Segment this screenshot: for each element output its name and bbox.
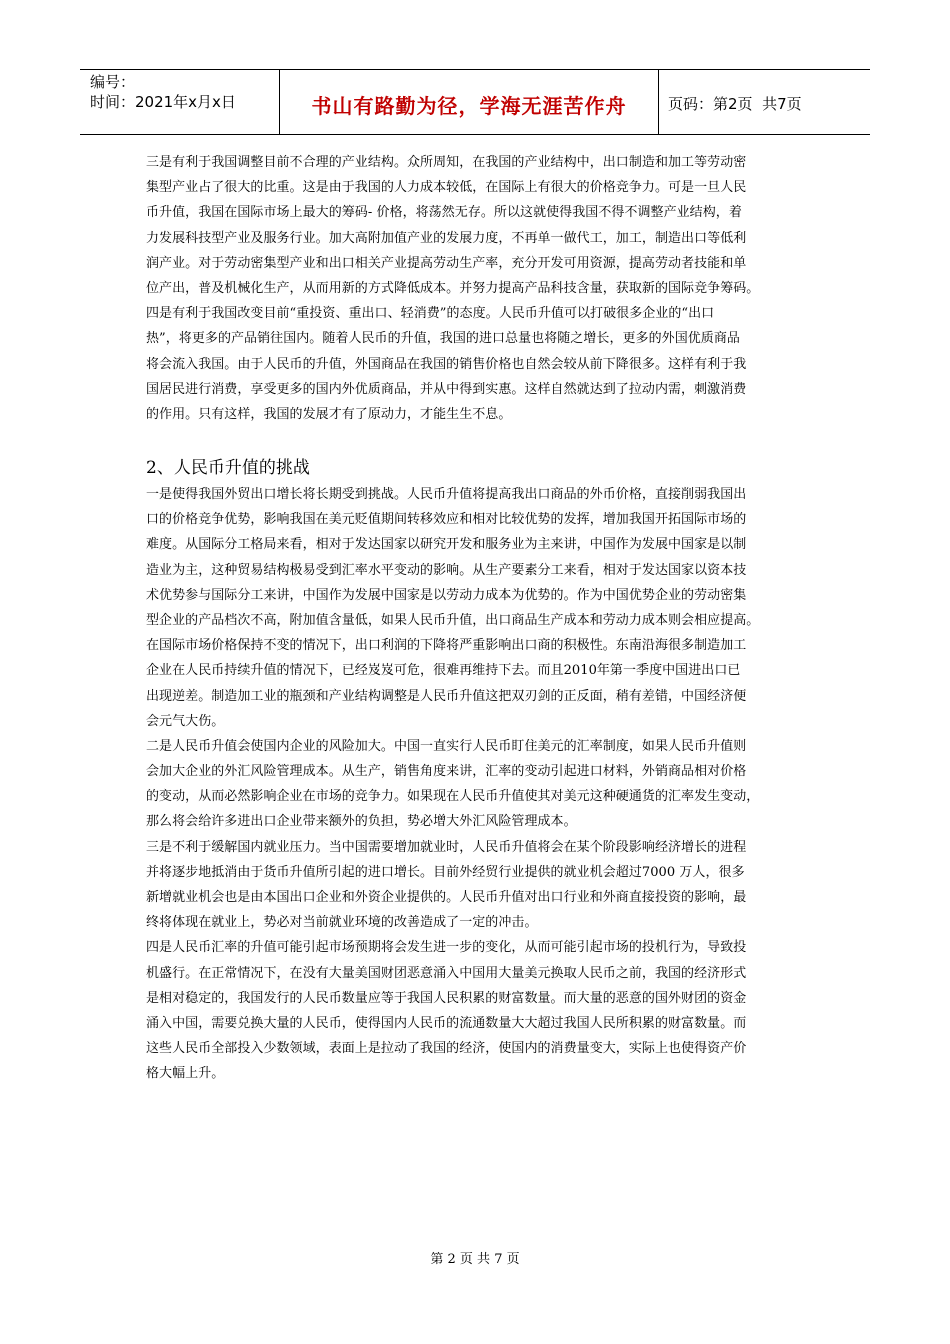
paragraph-line: 新增就业机会也是由本国出口企业和外资企业提供的。人民币升值对出口行业和外商直接投资的影响，最	[146, 890, 747, 905]
paragraph-line: 四是有利于我国改变目前“重投资、重出口、轻消费”的态度。人民币升值可以打破很多企业的“出口	[146, 306, 715, 322]
header-divider	[658, 70, 659, 134]
header-meta	[90, 72, 236, 112]
paragraph-line: 出现逆差。制造加工业的瓶颈和产业结构调整是人民币升值这把双刃剑的正反面，稍有差错，中国经济便	[146, 688, 747, 704]
paragraph-line: 位产出，普及机械化生产，从而用新的方式降低成本。并努力提高产品科技含量，获取新的国际竞争筹码。	[146, 280, 760, 296]
paragraph-line: 的作用。只有这样，我国的发展才有了原动力，才能生生不息。	[146, 406, 512, 422]
paragraph-line: 并将逐步地抵消由于货币升值所引起的进口增长。目前外经贸行业提供的就业机会超过7000 万人，很多	[146, 864, 745, 880]
paragraph-line: 国居民进行消费，享受更多的国内外优质商品，并从中得到实惠。这样自然就达到了拉动内需，刺激消费	[146, 381, 747, 397]
paragraph-line: 造业为主，这种贸易结构极易受到汇率水平变动的影响。从生产要素分工来看，相对于发达国家以资本技	[146, 562, 747, 578]
paragraph-line: 口的价格竞争优势，影响我国在美元贬值期间转移效应和相对比较优势的发挥，增加我国开拓国际市场的	[146, 512, 747, 528]
paragraph-line: 是相对稳定的，我国发行的人民币数量应等于我国人民积累的财富数量。而大量的恶意的国外财团的资金	[146, 990, 747, 1006]
page-footer: 第 2 页 共 7 页	[430, 1252, 520, 1267]
paragraph-line: 四是人民币汇率的升值可能引起市场预期将会发生进一步的变化，从而可能引起市场的投机行为，导致投	[146, 940, 747, 956]
paragraph-line: 一是使得我国外贸出口增长将长期受到挑战。人民币升值将提高我出口商品的外币价格，直接削弱我国出	[146, 487, 747, 502]
header-motto: 书山有路勤为径，学海无涯苦作舟	[311, 94, 627, 118]
paragraph-line: 格大幅上升。	[146, 1066, 225, 1082]
paragraph-line: 机盛行。在正常情况下，在没有大量美国财团恶意涌入中国用大量美元换取人民币之前，我国的经济形式	[146, 965, 747, 981]
section-heading: 2、人民币升值的挑战	[146, 458, 310, 478]
paragraph-line: 的变动，从而必然影响企业在市场的竞争力。如果现在人民币升值使其对美元这种硬通货的汇率发生变动，	[146, 789, 760, 805]
paragraph-line: 这些人民币全部投入少数领域，表面上是拉动了我国的经济，使国内的消费量变大，实际上也使得资产价	[146, 1041, 747, 1057]
paragraph-line: 热”，将更多的产品销往国内。随着人民币的升值，我国的进口总量也将随之增长，更多的外国优质商品	[146, 331, 740, 347]
page-header	[80, 69, 870, 135]
section1-body	[146, 150, 836, 427]
paragraph-line: 企业在人民币持续升值的情况下，已经岌岌可危，很难再维持下去。而且2010年第一季度中国进出口已	[146, 663, 741, 679]
paragraph-line: 术优势参与国际分工来讲，中国作为发展中国家是以劳动力成本为优势的。作为中国优势企业的劳动密集	[146, 587, 747, 603]
paragraph-line: 润产业。对于劳动密集型产业和出口相关产业提高劳动生产率，充分开发可用资源，提高劳动者技能和单	[146, 255, 747, 271]
document-date: 时间：2021年x月x日	[90, 93, 236, 111]
paragraph-line: 那么将会给许多进出口企业带来额外的负担，势必增大外汇风险管理成本。	[146, 814, 577, 830]
header-page-number: 页码：第2页 共7页	[668, 95, 802, 113]
paragraph-line: 在国际市场价格保持不变的情况下，出口利润的下降将严重影响出口商的积极性。东南沿海很多制造加工	[146, 638, 747, 654]
paragraph-line: 集型产业占了很大的比重。这是由于我国的人力成本较低，在国际上有很大的价格竞争力。可是一旦人民	[146, 180, 747, 196]
paragraph-line: 将会流入我国。由于人民币的升值，外国商品在我国的销售价格也自然会较从前下降很多。这样有利于我	[146, 356, 747, 372]
paragraph-line: 终将体现在就业上，势必对当前就业环境的改善造成了一定的冲击。	[146, 915, 538, 931]
paragraph-line: 会加大企业的外汇风险管理成本。从生产，销售角度来讲，汇率的变动引起进口材料，外销商品相对价格	[146, 764, 747, 780]
paragraph-line: 二是人民币升值会使国内企业的风险加大。中国一直实行人民币盯住美元的汇率制度，如果人民币升值则	[146, 738, 747, 754]
paragraph-line: 会元气大伤。	[146, 713, 225, 729]
paragraph-line: 三是有利于我国调整目前不合理的产业结构。众所周知，在我国的产业结构中，出口制造和加工等劳动密	[146, 155, 747, 170]
section2-body	[146, 482, 836, 1087]
paragraph-line: 型企业的产品档次不高，附加值含量低，如果人民币升值，出口商品生产成本和劳动力成本则会相应提高。	[146, 612, 760, 628]
paragraph-line: 难度。从国际分工格局来看，相对于发达国家以研究开发和服务业为主来讲，中国作为发展中国家是以制	[146, 537, 747, 553]
document-number: 编号：	[90, 73, 136, 91]
paragraph-line: 力发展科技型产业及服务行业。加大高附加值产业的发展力度，不再单一做代工，加工，制造出口等低利	[146, 230, 747, 246]
paragraph-line: 三是不利于缓解国内就业压力。当中国需要增加就业时，人民币升值将会在某个阶段影响经济增长的进程	[146, 839, 747, 855]
paragraph-line: 币升值，我国在国际市场上最大的筹码- 价格，将荡然无存。所以这就使得我国不得不调整产业结构，着	[146, 205, 742, 221]
paragraph-line: 涌入中国，需要兑换大量的人民币，使得国内人民币的流通数量大大超过我国人民所积累的财富数量。而	[146, 1015, 747, 1031]
